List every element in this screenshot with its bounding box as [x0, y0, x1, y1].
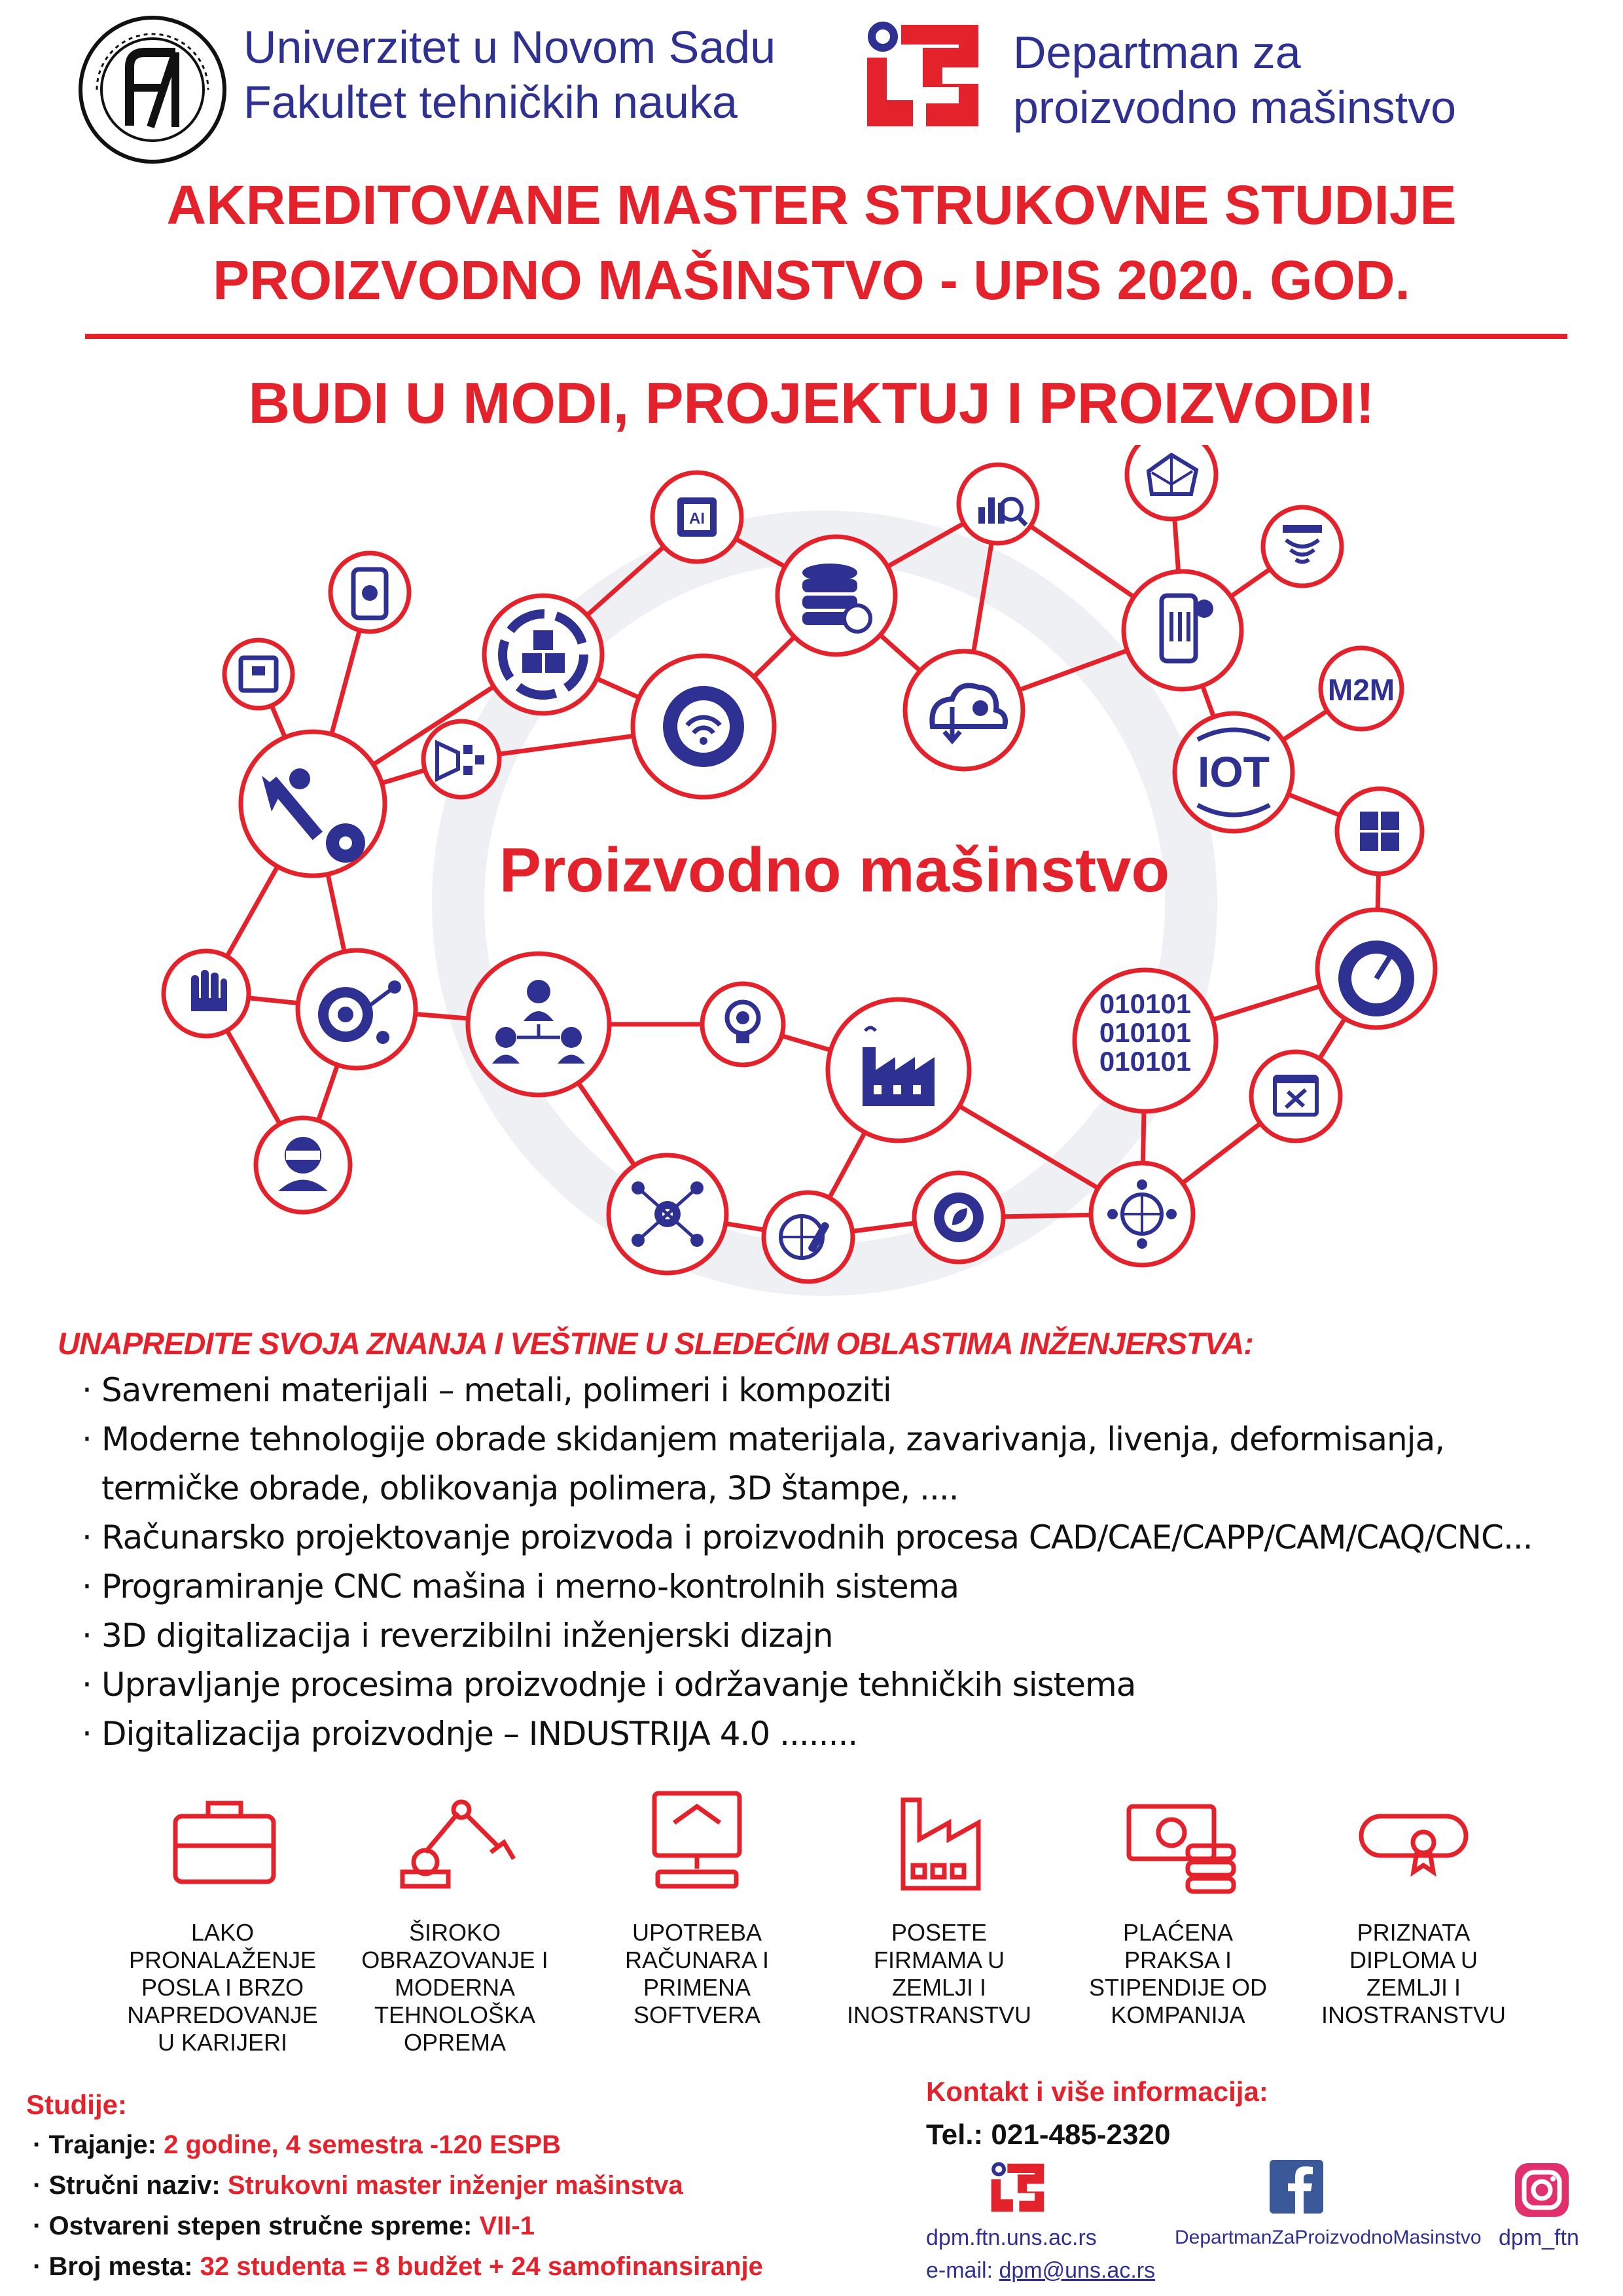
benefit-icons — [0, 1780, 1623, 1911]
benefit-line: OPREMA — [403, 2029, 507, 2056]
benefit-job — [124, 1919, 321, 2056]
skill-text: Savremeni materijali – metali, polimeri i kompoziti — [101, 1371, 891, 1409]
node-robot-arm — [241, 732, 385, 876]
benefit-line: KOMPANIJA — [1111, 2001, 1245, 2028]
binary-row-2: 010101 — [1099, 1017, 1192, 1048]
benefit-internship — [1080, 1919, 1276, 2029]
ftn-logo — [77, 14, 228, 165]
benefit-line: ZEMLJI I — [1366, 1974, 1461, 2001]
iot-label: IOT — [1198, 747, 1270, 796]
slogan: BUDI U MODI, PROJEKTUJ I PROIZVODI! — [248, 370, 1375, 435]
node-cloud — [905, 651, 1023, 769]
department-small-logo — [988, 2160, 1047, 2215]
computer-icon — [654, 1793, 740, 1886]
skill-text: Računarsko projektovanje proizvoda i proizvodnih procesa CAD/CAE/CAPP/CAM/CAQ/CNC... — [101, 1518, 1533, 1556]
facebook-link[interactable]: DepartmanZaProizvodnoMasinstvo — [1175, 2227, 1482, 2248]
study-value: VII-1 — [479, 2212, 535, 2240]
instagram-icon[interactable] — [1515, 2163, 1569, 2217]
node-puzzle — [1337, 789, 1422, 874]
department-logo — [861, 18, 985, 133]
benefit-line: INOSTRANSTVU — [1321, 2001, 1507, 2028]
binary-row-1: 010101 — [1099, 988, 1192, 1019]
node-smartphone-settings — [1124, 571, 1241, 689]
study-label: Trajanje: — [48, 2130, 156, 2159]
skill-text: Upravljanje procesima proizvodnje i održavanje tehničkih sistema — [101, 1666, 1136, 1704]
ai-label: AI — [689, 510, 705, 528]
skill-text: Programiranje CNC mašina i merno-kontrolnih sistema — [101, 1568, 959, 1605]
benefit-line: POSLA I BRZO — [141, 1974, 304, 2001]
benefit-line: DIPLOMA U — [1349, 1946, 1478, 1973]
title-line2: PROIZVODNO MAŠINSTVO - UPIS 2020. GOD. — [213, 249, 1410, 311]
robot-arm-icon — [402, 1802, 514, 1886]
skill-text: 3D digitalizacija i reverzibilni inženjerski dizajn — [101, 1617, 833, 1655]
benefit-visits — [841, 1919, 1037, 2029]
benefit-line: OBRAZOVANJE I — [361, 1946, 548, 1973]
money-icon — [1129, 1806, 1234, 1892]
email-label: e-mail: — [926, 2258, 993, 2283]
technology-network-diagram — [0, 445, 1623, 1296]
instagram-link[interactable]: dpm_ftn — [1499, 2225, 1579, 2250]
benefit-line: PRIMENA — [643, 1974, 751, 2001]
factory-icon — [903, 1800, 978, 1888]
skills-heading: UNAPREDITE SVOJA ZNANJA I VEŠTINE U SLEDEĆIM OBLASTIMA INŽENJERSTVA: — [58, 1326, 1253, 1361]
title-divider — [85, 334, 1567, 339]
study-degree: · Ostvareni stepen stručne spreme: VII-1 — [33, 2212, 535, 2240]
skill-text: Digitalizacija proizvodnje – INDUSTRIJA 4.0 ........ — [101, 1715, 858, 1753]
study-label: Ostvareni stepen stručne spreme: — [48, 2212, 473, 2240]
benefit-line: LAKO — [190, 1919, 255, 1946]
study-value: 32 studenta = 8 budžet + 24 samofinansiranje — [200, 2252, 763, 2281]
benefit-line: PRONALAŽENJE — [128, 1946, 317, 1973]
benefit-line: POSETE — [891, 1919, 988, 1946]
benefit-line: ZEMLJI I — [891, 1974, 987, 2001]
wifi-gear-icon — [663, 686, 744, 767]
skill-text: Moderne tehnologije obrade skidanjem materijala, zavarivanja, livenja, deformisanja, — [101, 1420, 1445, 1458]
benefit-computers — [599, 1919, 795, 2029]
benefit-line: NAPREDOVANJE — [127, 2001, 318, 2028]
benefit-line: PRAKSA I — [1124, 1946, 1232, 1973]
skill-item: · Računarsko projektovanje proizvoda i proizvodnih procesa CAD/CAE/CAPP/CAM/CAQ/CNC... — [82, 1518, 1533, 1556]
benefit-line: STIPENDIJE OD — [1088, 1974, 1268, 2001]
studies-heading: Studije: — [26, 2089, 127, 2120]
binary-icon — [1099, 988, 1191, 1077]
skill-item: · Moderne tehnologije obrade skidanjem materijala, zavarivanja, livenja, deformisanja, — [82, 1420, 1445, 1458]
skill-item-continuation — [82, 1469, 959, 1507]
binary-row-3: 010101 — [1099, 1046, 1192, 1077]
university-name — [243, 20, 776, 130]
title-line1: AKREDITOVANE MASTER STRUKOVNE STUDIJE — [166, 174, 1457, 236]
study-title: · Stručni naziv: Strukovni master inženjer mašinstva — [33, 2171, 683, 2200]
study-label: Broj mesta: — [48, 2252, 193, 2281]
department-line1: Departman za — [1013, 27, 1301, 78]
contact-heading: Kontakt i više informacija: — [926, 2076, 1268, 2107]
study-duration: · Trajanje: 2 godine, 4 semestra -120 ESPB — [33, 2130, 562, 2159]
study-value: 2 godine, 4 semestra -120 ESPB — [164, 2130, 562, 2159]
benefit-line: PLAĆENA — [1122, 1919, 1234, 1946]
university-line1: Univerzitet u Novom Sadu — [243, 22, 776, 73]
ai-chip-icon — [677, 497, 717, 537]
benefit-line: INOSTRANSTVU — [846, 2001, 1032, 2028]
benefit-line: MODERNA — [394, 1974, 515, 2001]
benefit-line: RAČUNARA I — [624, 1946, 770, 1973]
benefit-line: SOFTVERA — [633, 2001, 761, 2028]
facebook-icon[interactable] — [1270, 2160, 1323, 2214]
benefit-line: PRIZNATA — [1357, 1919, 1471, 1946]
benefit-line: ŠIROKO — [408, 1919, 501, 1946]
benefit-line: FIRMAMA U — [873, 1946, 1005, 1973]
study-places: · Broj mesta: 32 studenta = 8 budžet + 24 samofinansiranje — [33, 2252, 763, 2281]
skill-item: · Savremeni materijali – metali, polimeri i kompoziti — [82, 1371, 891, 1409]
benefit-line: U KARIJERI — [157, 2029, 288, 2056]
contact-phone: Tel.: 021-485-2320 — [926, 2119, 1171, 2151]
diploma-icon — [1361, 1816, 1466, 1872]
email-line — [926, 2258, 1155, 2284]
briefcase-icon — [175, 1803, 274, 1882]
benefit-line: UPOTREBA — [632, 1919, 762, 1946]
department-line2: proizvodno mašinstvo — [1013, 82, 1456, 133]
skill-item: · Upravljanje procesima proizvodnje i održavanje tehničkih sistema — [82, 1666, 1136, 1704]
eco-gear-icon — [934, 1193, 984, 1242]
skill-item: · 3D digitalizacija i reverzibilni inženjerski dizajn — [82, 1617, 833, 1655]
m2m-label: M2M — [1327, 673, 1395, 707]
study-value: Strukovni master inženjer mašinstva — [227, 2171, 683, 2200]
university-line2: Fakultet tehničkih nauka — [243, 77, 738, 128]
email-link[interactable]: dpm@uns.ac.rs — [999, 2258, 1156, 2283]
diagram-center-label: Proizvodno mašinstvo — [499, 835, 1170, 905]
website-link[interactable]: dpm.ftn.uns.ac.rs — [926, 2225, 1097, 2250]
benefit-line: TEHNOLOŠKA — [374, 2001, 536, 2028]
study-label: Stručni naziv: — [48, 2171, 221, 2200]
benefit-diploma — [1315, 1919, 1512, 2029]
benefit-education — [357, 1919, 553, 2056]
skill-item: · Programiranje CNC mašina i merno-kontrolnih sistema — [82, 1568, 959, 1605]
department-name — [1013, 25, 1456, 135]
skill-text: termičke obrade, oblikovanja polimera, 3D štampe, .... — [101, 1469, 959, 1507]
gauge-gear-icon — [1338, 941, 1414, 1016]
node-data-pixels — [423, 721, 499, 797]
skill-item: · Digitalizacija proizvodnje – INDUSTRIJA 4.0 ........ — [82, 1715, 858, 1753]
